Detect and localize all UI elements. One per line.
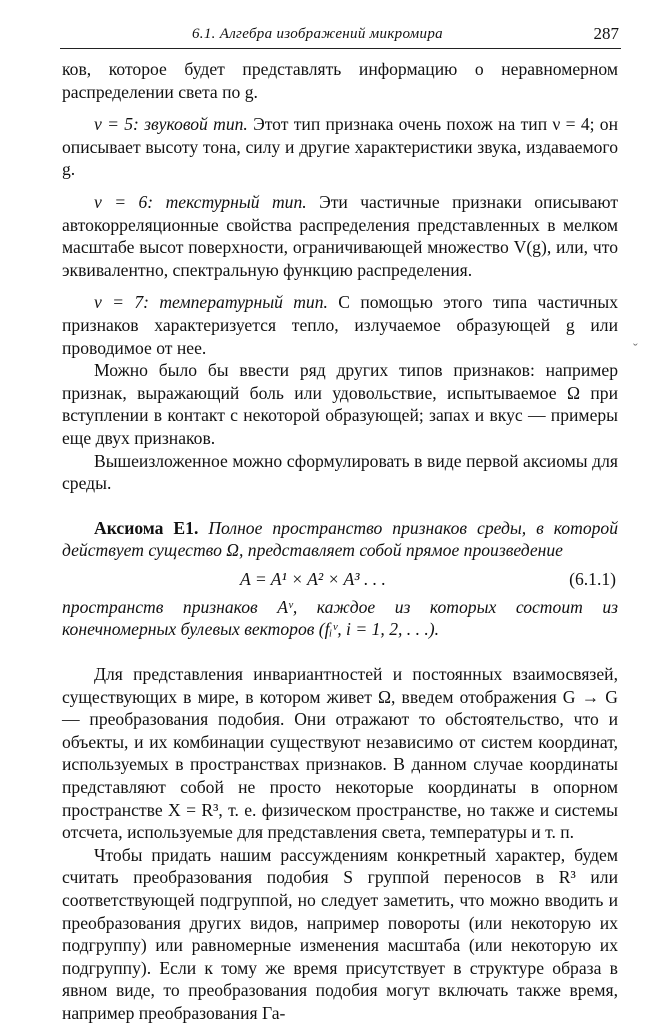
margin-tick-mark: ˇ xyxy=(633,342,638,357)
paragraph-sound-type xyxy=(62,113,618,181)
texture-type-lead: ν = 6: текстурный тип. xyxy=(94,191,307,212)
formula-expression: A = A¹ × A² × A³ . . . xyxy=(240,568,386,589)
axiom-continuation: пространств признаков Aᵛ, каждое из которых состоит из конечномерных булевых векторов (fᵢᵛ, i = 1, 2, . . .). xyxy=(62,596,618,640)
axiom-e1 xyxy=(62,517,618,562)
axiom-title: Аксиома E1. xyxy=(94,517,199,538)
running-header-title: 6.1. Алгебра изображений микромира xyxy=(192,26,443,42)
formula-number: (6.1.1) xyxy=(569,568,616,589)
paragraph-temperature-type xyxy=(62,291,618,359)
formula-6-1-1 xyxy=(62,564,618,594)
axiom-text: Полное пространство признаков среды, в которой действует существо Ω, представляет собой прямое произведение xyxy=(62,517,619,561)
page-number: 287 xyxy=(593,24,619,43)
page-body xyxy=(62,58,618,1025)
temperature-type-text: С помощью этого типа частичных признаков характеризуется тепло, излучаемое образующей g или проводимое от нее. xyxy=(62,292,618,358)
paragraph-continuation: ков, которое будет представлять информацию о неравномерном распределении света по g. xyxy=(62,59,618,102)
sound-type-text: Этот тип признака очень похож на тип ν = 4; он описывает высоту тона, силу и другие характеристики звука, издаваемого g. xyxy=(62,114,619,180)
paragraph-other-types: Можно было бы ввести ряд других типов признаков: например признак, выражающий боль или удовольствие, испытываемое Ω при вступлении в контакт с некоторой образующей; запах и вкус — примеры еще двух признаков. xyxy=(62,360,618,448)
paragraph-translation-group: Чтобы придать нашим рассуждениям конкретный характер, будем считать преобразования подобия S группой переносов в R³ или соответствующей подгруппой, но следует заметить, что можно вводить и преобразования других видов, например повороты (или некоторую их подгруппу) или равномерные изменения масштаба (или некоторую их подгруппу). Если к тому же время присутствует в структуре образа в явном виде, то преобразования подобия могут включать также время, например преобразования Га- xyxy=(62,844,618,1023)
header-rule xyxy=(60,48,621,49)
paragraph-texture-type xyxy=(62,191,618,281)
texture-type-text: Эти частичные признаки описывают автокорреляционные свойства распределения представленных в мелком масштабе высот поверхности, ограничивающей множество V(g), или, что эквивалентно, спектральную функцию распределения. xyxy=(62,191,619,280)
paragraph-similarity-transforms: Для представления инвариантностей и постоянных взаимосвязей, существующих в мире, в котором живет Ω, введем отображения G → G — преобразования подобия. Они отражают то обстоятельство, что и объекты, и их комбинации существуют независимо от систем координат, используемых в пространствах признаков. В данном случае координаты представляют собой не просто некоторые координаты в опорном пространстве X = R³, т. е. физическом пространстве, но также и системы отсчета, используемые для представления света, температуры и т. п. xyxy=(62,664,618,843)
running-header xyxy=(60,22,621,52)
sound-type-lead: ν = 5: звуковой тип. xyxy=(94,114,248,135)
paragraph-axiom-intro: Вышеизложенное можно сформулировать в виде первой аксиомы для среды. xyxy=(62,450,618,494)
temperature-type-lead: ν = 7: температурный тип. xyxy=(94,292,328,313)
